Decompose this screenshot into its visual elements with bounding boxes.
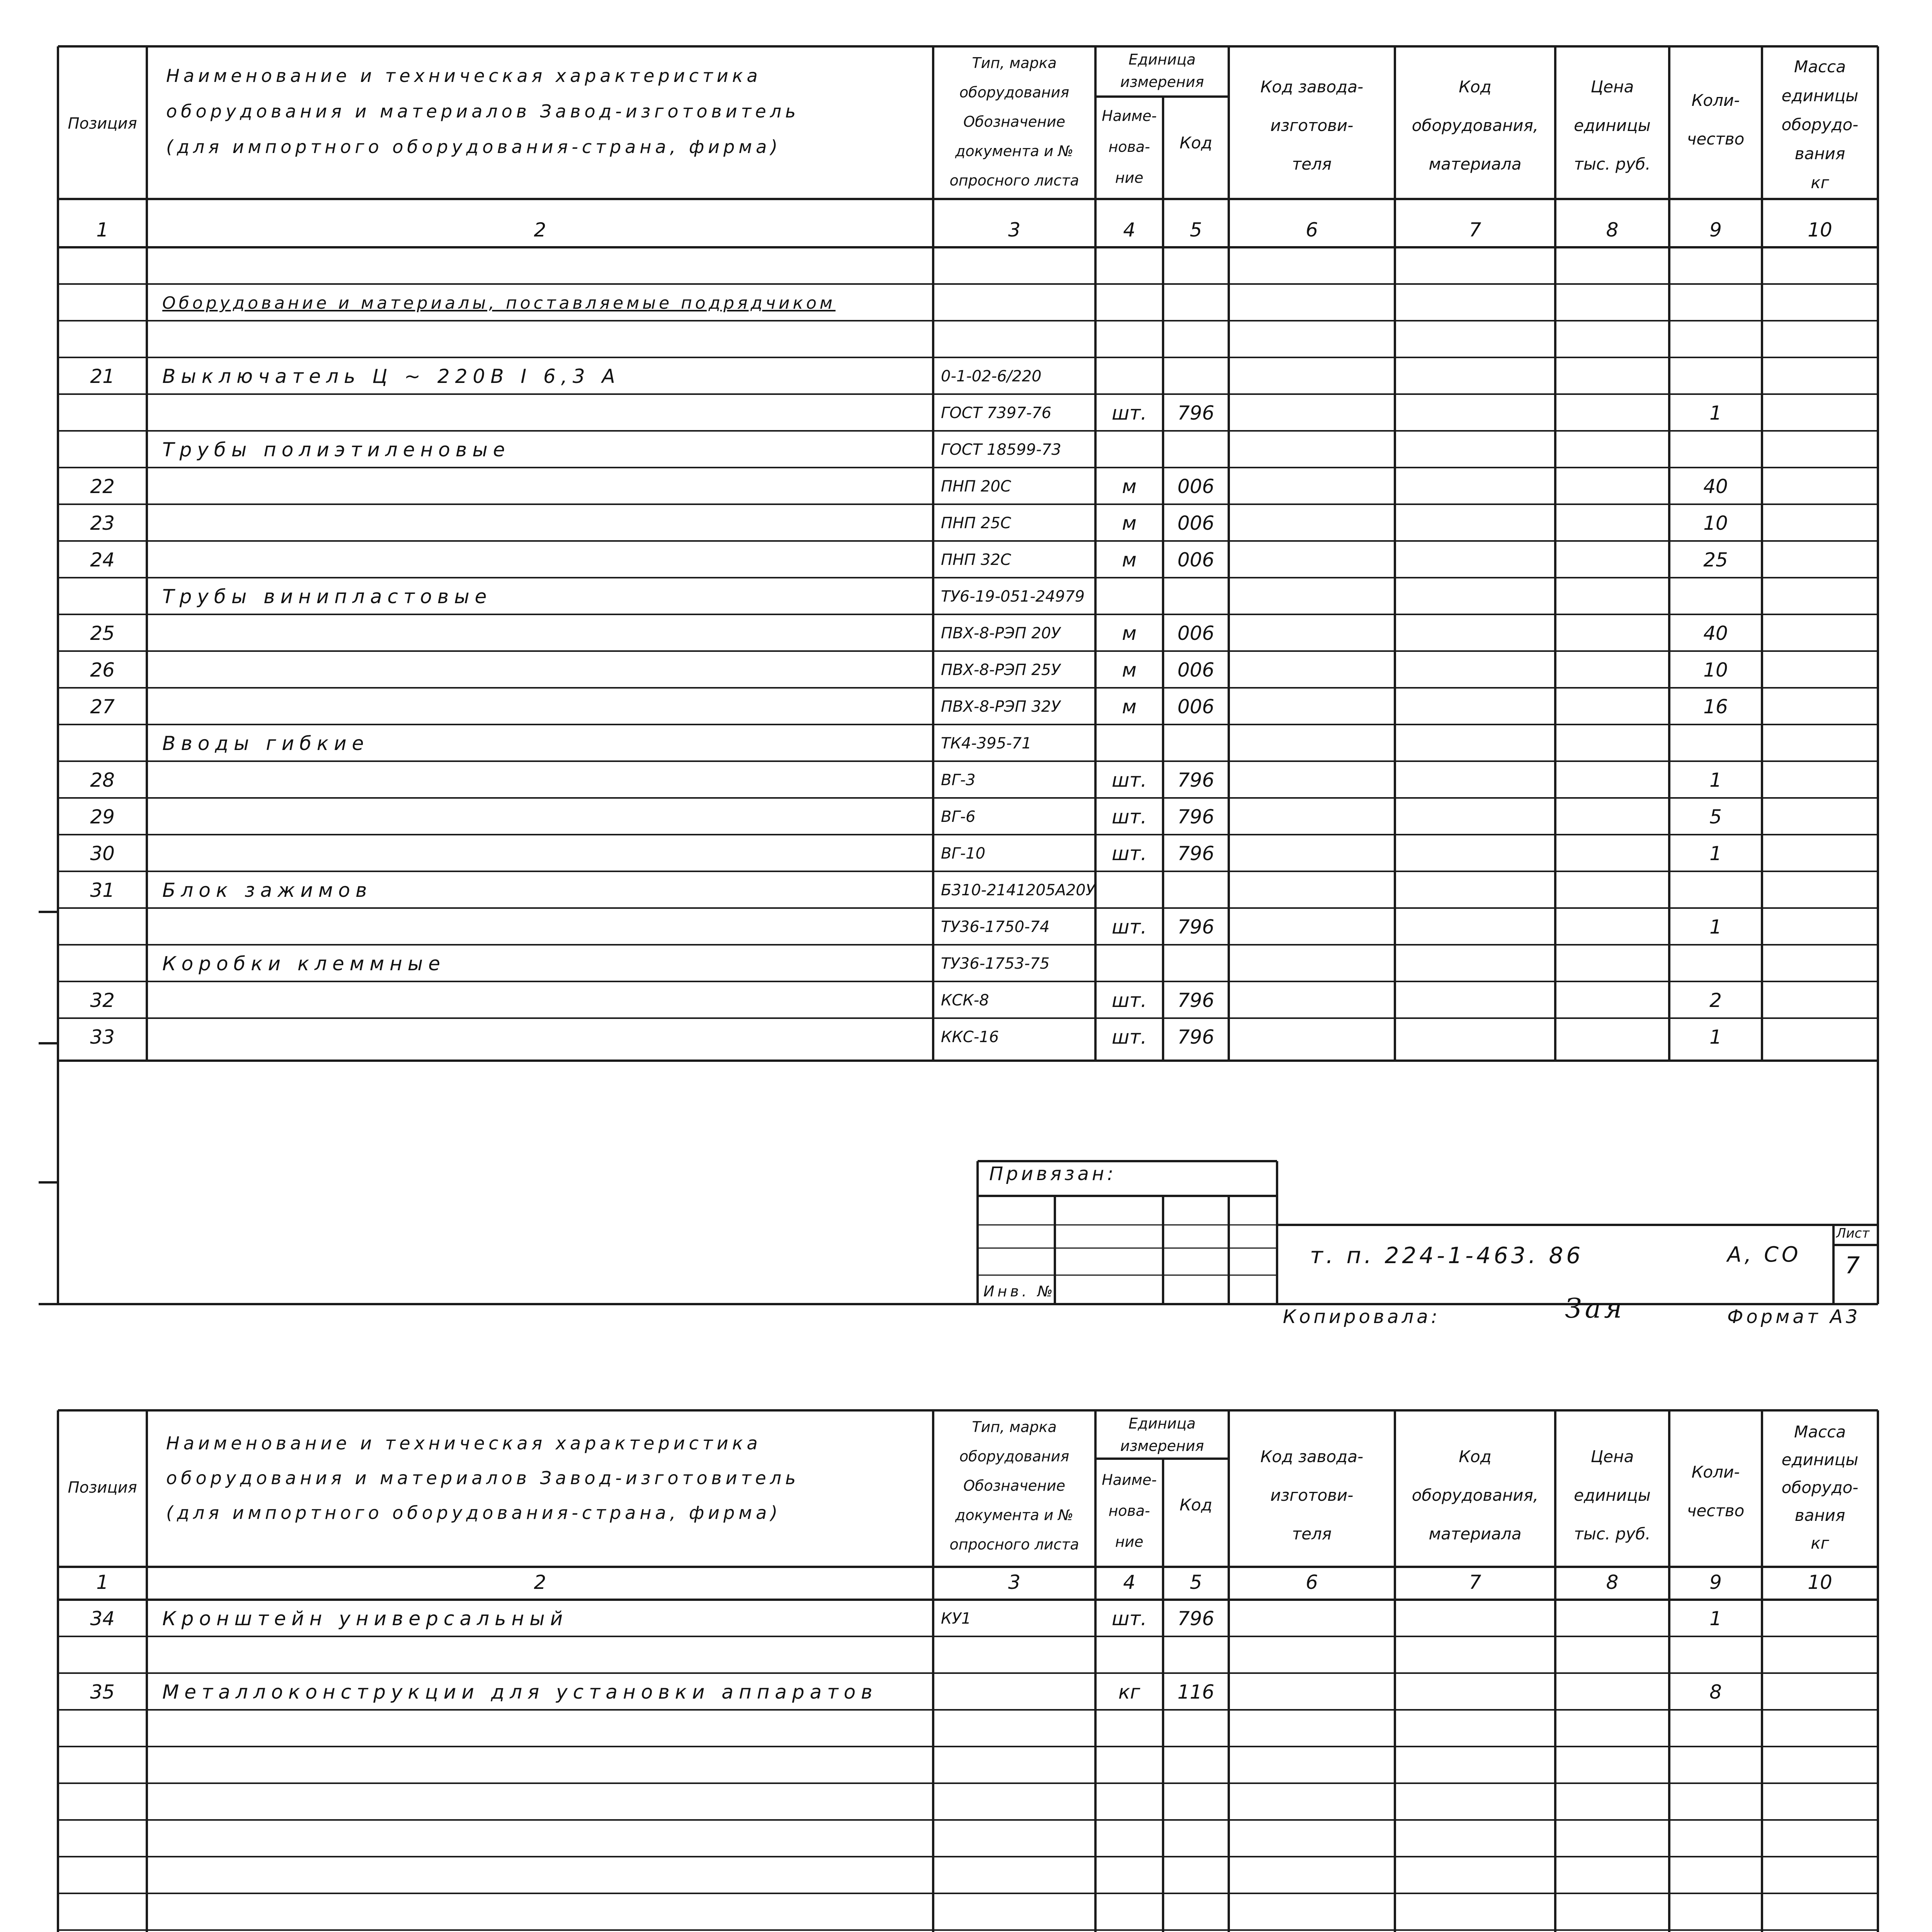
row-position <box>58 322 147 357</box>
row-unit: шт. <box>1112 1607 1147 1630</box>
row-unit-code: 006 <box>1177 659 1214 681</box>
row-name: Вводы гибкие <box>162 732 369 755</box>
row-name <box>162 396 933 431</box>
row-name <box>162 983 933 1018</box>
stamp-privyazan: Привязан: <box>989 1163 1117 1185</box>
row-type: ККС-16 <box>941 1028 999 1046</box>
row-name <box>162 799 933 835</box>
row-name <box>162 543 933 578</box>
row-quantity: 1 <box>1709 402 1722 424</box>
row-position: 22 <box>90 475 115 498</box>
header-price: Цена единицы тыс. руб. <box>1574 1447 1651 1543</box>
row-quantity: 40 <box>1703 622 1728 645</box>
row-name <box>162 322 933 357</box>
row-position: 25 <box>90 622 115 645</box>
column-number: 3 <box>1008 1571 1020 1594</box>
row-unit-code <box>1163 726 1229 761</box>
column-number: 8 <box>1606 219 1619 241</box>
header-unit: Единица измерения <box>1120 51 1204 90</box>
row-position <box>58 249 147 284</box>
header-quantity: Коли- чество <box>1687 1463 1745 1520</box>
row-name <box>162 469 933 504</box>
row-position: 32 <box>90 989 115 1012</box>
stamp-signature: Зая <box>1565 1293 1625 1324</box>
column-number: 3 <box>1008 219 1020 241</box>
row-unit-code: 796 <box>1177 1607 1214 1630</box>
row-position: 29 <box>90 806 115 828</box>
row-position: 31 <box>90 879 115 901</box>
row-unit <box>1095 359 1163 394</box>
stamp-sheet-label: Лист <box>1836 1226 1870 1241</box>
row-name: Трубы полиэтиленовые <box>162 439 510 461</box>
row-unit: м <box>1122 622 1137 645</box>
column-number: 6 <box>1306 1571 1318 1594</box>
row-unit <box>1095 322 1163 357</box>
row-unit-code: 006 <box>1177 622 1214 645</box>
column-number: 2 <box>534 219 546 241</box>
row-unit: м <box>1122 475 1137 498</box>
row-quantity: 1 <box>1709 1026 1722 1048</box>
column-number: 5 <box>1190 219 1202 241</box>
row-type: ГОСТ 18599-73 <box>941 441 1061 459</box>
row-type <box>941 286 1095 321</box>
row-unit: шт. <box>1112 769 1147 791</box>
row-unit <box>1095 286 1163 321</box>
row-unit <box>1095 432 1163 468</box>
header-mass: Масса единицы оборудо- вания кг <box>1781 57 1859 192</box>
row-position: 34 <box>90 1607 115 1630</box>
row-name <box>162 910 933 945</box>
row-position <box>58 396 147 431</box>
row-type: ПНП 25С <box>941 514 1011 532</box>
row-position: 28 <box>90 769 115 791</box>
row-type <box>941 1675 1095 1710</box>
column-number: 10 <box>1808 219 1832 241</box>
row-type: ТК4-395-71 <box>941 735 1032 752</box>
row-name: Металлоконструкции для установки аппаратов <box>162 1681 878 1703</box>
row-position: 21 <box>90 365 115 388</box>
row-type: ВГ-10 <box>941 845 986 862</box>
row-name <box>162 249 933 284</box>
row-quantity: 8 <box>1709 1681 1722 1703</box>
row-position: 30 <box>90 842 115 865</box>
row-quantity: 10 <box>1703 659 1728 681</box>
row-quantity: 2 <box>1709 989 1722 1012</box>
row-position: 27 <box>90 696 115 718</box>
row-type: ПНП 32С <box>941 551 1011 569</box>
row-type <box>941 1638 1095 1673</box>
column-number: 5 <box>1190 1571 1202 1594</box>
header-equipment-code: Код оборудования, материала <box>1412 1447 1539 1543</box>
row-unit <box>1095 579 1163 614</box>
row-quantity: 10 <box>1703 512 1728 534</box>
row-quantity: 1 <box>1709 769 1722 791</box>
row-type: Б310-2141205А20У <box>941 881 1095 899</box>
header-factory-code: Код завода- изготови- теля <box>1260 77 1364 173</box>
stamp-copied: Копировала: <box>1283 1306 1440 1328</box>
row-name: Трубы винипластовые <box>162 585 492 608</box>
row-position: 26 <box>90 659 115 681</box>
row-name: Выключатель Ц ~ 220В I 6,3 А <box>162 365 621 388</box>
column-number: 1 <box>96 219 109 241</box>
header-position: Позиция <box>68 1479 137 1497</box>
row-quantity <box>1669 873 1762 908</box>
row-unit: м <box>1122 549 1137 571</box>
header-unit-code: Код <box>1179 1495 1213 1514</box>
row-unit: шт. <box>1112 842 1147 865</box>
row-position <box>58 726 147 761</box>
row-unit: кг <box>1118 1681 1140 1703</box>
header-quantity: Коли- чество <box>1687 91 1745 148</box>
row-quantity: 40 <box>1703 475 1728 498</box>
row-position <box>58 579 147 614</box>
row-unit: шт. <box>1112 402 1147 424</box>
header-factory-code: Код завода- изготови- теля <box>1260 1447 1364 1543</box>
row-unit-code <box>1163 579 1229 614</box>
row-unit-code <box>1163 286 1229 321</box>
row-quantity: 25 <box>1703 549 1728 571</box>
header-equipment-code: Код оборудования, материала <box>1412 77 1539 173</box>
row-unit: м <box>1122 659 1137 681</box>
header-name: Наименование и техническая характеристика оборудования и материалов Завод-изготовитель (для импортного оборудования-страна, фирма) <box>166 65 800 157</box>
row-unit <box>1095 873 1163 908</box>
row-unit-code <box>1163 322 1229 357</box>
row-name: Блок зажимов <box>162 879 372 901</box>
row-unit: шт. <box>1112 916 1147 938</box>
row-quantity: 1 <box>1709 842 1722 865</box>
row-quantity <box>1669 249 1762 284</box>
row-type: ВГ-3 <box>941 771 976 789</box>
row-name <box>162 616 933 651</box>
row-position: 35 <box>90 1681 115 1703</box>
header-type: Тип, марка оборудования Обозначение документа и № опросного листа <box>949 54 1079 189</box>
row-name: Кронштейн универсальный <box>162 1607 568 1630</box>
row-name <box>162 836 933 871</box>
row-unit-code: 006 <box>1177 696 1214 718</box>
row-type <box>941 249 1095 284</box>
row-unit: шт. <box>1112 806 1147 828</box>
row-unit: м <box>1122 512 1137 534</box>
row-quantity: 1 <box>1709 1607 1722 1630</box>
row-type: ТУ36-1753-75 <box>941 955 1050 973</box>
row-name: Коробки клеммные <box>162 952 446 975</box>
row-quantity <box>1669 359 1762 394</box>
row-unit: м <box>1122 696 1137 718</box>
row-quantity <box>1669 322 1762 357</box>
row-unit-code: 796 <box>1177 1026 1214 1048</box>
row-unit-code: 796 <box>1177 989 1214 1012</box>
row-position: 24 <box>90 549 115 571</box>
row-unit: шт. <box>1112 989 1147 1012</box>
row-name <box>162 506 933 541</box>
column-number: 7 <box>1469 1571 1481 1594</box>
row-unit: шт. <box>1112 1026 1147 1048</box>
row-unit-code: 796 <box>1177 842 1214 865</box>
row-position <box>58 946 147 981</box>
row-type <box>941 322 1095 357</box>
row-position <box>58 1638 147 1673</box>
row-quantity <box>1669 1638 1762 1673</box>
header-mass: Масса единицы оборудо- вания кг <box>1781 1422 1859 1553</box>
row-type: ПВХ-8-РЭП 25У <box>941 661 1061 679</box>
row-unit <box>1095 249 1163 284</box>
row-type: ПНП 20С <box>941 478 1011 495</box>
column-number: 4 <box>1123 1571 1136 1594</box>
header-unit-name: Наиме- нова- ние <box>1102 1471 1157 1550</box>
row-quantity: 5 <box>1709 806 1722 828</box>
row-unit <box>1095 946 1163 981</box>
column-number: 7 <box>1469 219 1481 241</box>
row-name <box>162 1020 933 1055</box>
column-number: 10 <box>1808 1571 1832 1594</box>
row-type: ВГ-6 <box>941 808 976 826</box>
header-unit: Единица измерения <box>1120 1415 1204 1454</box>
row-quantity <box>1669 432 1762 468</box>
header-price: Цена единицы тыс. руб. <box>1574 77 1651 173</box>
row-type: ПВХ-8-РЭП 32У <box>941 698 1061 716</box>
row-type: 0-1-02-6/220 <box>941 367 1042 385</box>
row-unit-code <box>1163 249 1229 284</box>
header-unit-code: Код <box>1179 133 1213 152</box>
column-number: 4 <box>1123 219 1136 241</box>
row-type: ТУ6-19-051-24979 <box>941 588 1085 605</box>
row-quantity <box>1669 579 1762 614</box>
stamp-stage: А, СО <box>1727 1242 1801 1267</box>
stamp-inv: Инв. № <box>983 1283 1056 1300</box>
column-number: 8 <box>1606 1571 1619 1594</box>
row-type: ПВХ-8-РЭП 20У <box>941 624 1061 642</box>
row-unit-code: 796 <box>1177 402 1214 424</box>
row-quantity: 1 <box>1709 916 1722 938</box>
row-unit <box>1095 726 1163 761</box>
row-quantity <box>1669 946 1762 981</box>
column-number: 6 <box>1306 219 1318 241</box>
header-unit-name: Наиме- нова- ние <box>1102 107 1157 186</box>
stamp-document: т. п. 224-1-463. 86 <box>1310 1242 1584 1269</box>
row-unit-code <box>1163 873 1229 908</box>
row-name: Оборудование и материалы, поставляемые подрядчиком <box>162 293 836 313</box>
row-quantity <box>1669 726 1762 761</box>
row-unit-code <box>1163 1638 1229 1673</box>
form-sheet-2 <box>0 1391 1932 1932</box>
row-type: КУ1 <box>941 1610 971 1628</box>
stamp-format: Формат А3 <box>1727 1306 1861 1328</box>
header-type: Тип, марка оборудования Обозначение документа и № опросного листа <box>949 1418 1079 1553</box>
row-type: ТУ36-1750-74 <box>941 918 1050 936</box>
row-unit-code: 796 <box>1177 916 1214 938</box>
row-position <box>58 910 147 945</box>
row-name <box>162 1638 933 1673</box>
row-name <box>162 689 933 724</box>
header-name: Наименование и техническая характеристика оборудования и материалов Завод-изготовитель (для импортного оборудования-страна, фирма) <box>166 1433 800 1523</box>
row-name <box>162 763 933 798</box>
column-number: 9 <box>1709 219 1722 241</box>
row-type: ГОСТ 7397-76 <box>941 404 1051 422</box>
column-number: 2 <box>534 1571 546 1594</box>
row-position <box>58 286 147 321</box>
row-position <box>58 432 147 468</box>
row-unit-code: 796 <box>1177 806 1214 828</box>
row-quantity: 16 <box>1703 696 1728 718</box>
column-number: 1 <box>96 1571 109 1594</box>
row-unit-code <box>1163 359 1229 394</box>
row-name <box>162 653 933 688</box>
row-unit-code <box>1163 946 1229 981</box>
column-number: 9 <box>1709 1571 1722 1594</box>
row-type: КСК-8 <box>941 992 989 1009</box>
row-quantity <box>1669 286 1762 321</box>
row-unit-code: 006 <box>1177 512 1214 534</box>
row-unit-code: 006 <box>1177 549 1214 571</box>
row-unit-code: 116 <box>1177 1681 1214 1703</box>
row-position: 33 <box>90 1026 115 1048</box>
row-unit-code: 006 <box>1177 475 1214 498</box>
stamp-sheet-number: 7 <box>1845 1252 1863 1279</box>
row-unit-code: 796 <box>1177 769 1214 791</box>
row-unit <box>1095 1638 1163 1673</box>
header-position: Позиция <box>68 115 137 133</box>
row-position: 23 <box>90 512 115 534</box>
row-unit-code <box>1163 432 1229 468</box>
